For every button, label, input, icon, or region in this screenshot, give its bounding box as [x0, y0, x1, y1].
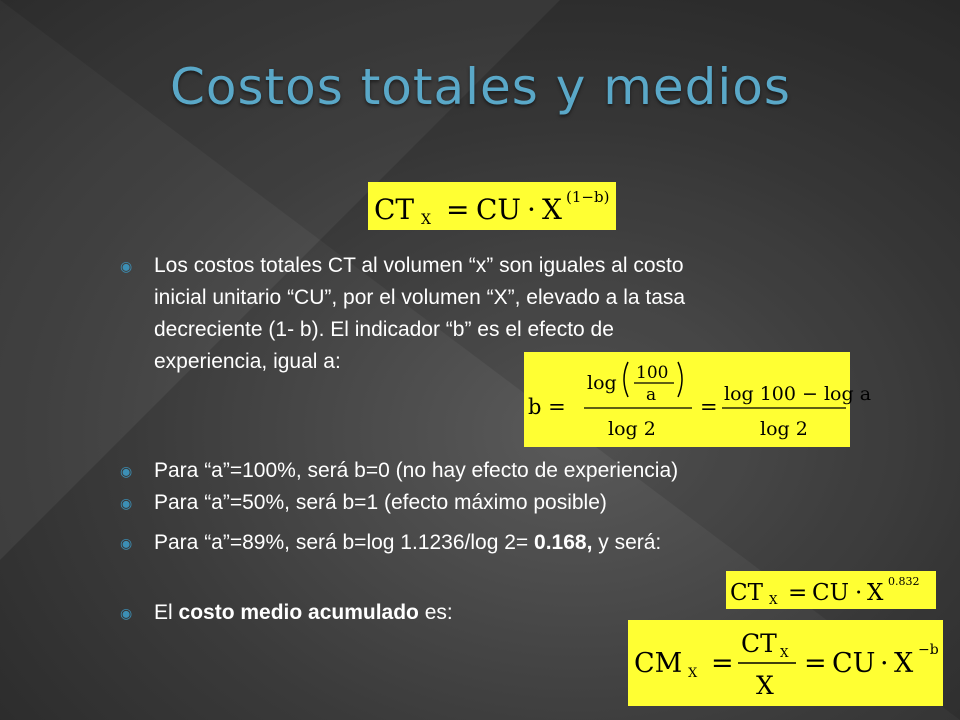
formula-cm-equals-2: = [804, 648, 827, 679]
formula-total-cost [368, 182, 616, 230]
circled-dot-icon: ◉ [120, 495, 133, 511]
formula-cm-num: CT [741, 629, 777, 658]
bullet-a-89-pre: Para “a”=89%, será b=log 1.1236/log 2= [154, 531, 535, 554]
circled-dot-icon: ◉ [120, 605, 133, 621]
bullet-a-89-post: y será: [592, 531, 662, 554]
formula-b-equals-2: = [700, 395, 718, 419]
bullet-a-50-text: Para “a”=50%, será b=1 (efecto máximo posible) [154, 491, 607, 514]
formula-cm-exponent: −b [918, 642, 939, 658]
formula-b-inner-den: a [646, 385, 657, 405]
formula-ct-exponent: (1−b) [566, 188, 610, 206]
formula-cm-lhs-sub: X [688, 666, 698, 681]
bullet-costo-medio-bold: costo medio acumulado [178, 601, 419, 624]
formula-cm-base: X [894, 648, 914, 679]
formula-ct2-dot: · [855, 580, 863, 606]
formula-ct-equals: = [446, 193, 470, 226]
formula-cm-equals: = [711, 648, 734, 679]
formula-b-num-2: log 100 − log a [724, 383, 872, 405]
formula-b-den-2: log 2 [760, 418, 808, 440]
paragraph-line-3: decreciente (1- b). El indicador “b” es el efecto de [154, 318, 614, 341]
formula-cm-den: X [756, 671, 774, 700]
formula-b [524, 352, 872, 447]
formula-b-inner-num: 100 [636, 363, 669, 383]
formula-b-log: log [587, 372, 617, 394]
circled-dot-icon: ◉ [120, 463, 133, 479]
circled-dot-icon: ◉ [120, 535, 133, 551]
formula-ct-lhs-sub: X [421, 212, 431, 228]
paragraph-line-2: inicial unitario “CU”, por el volumen “X”, elevado a la tasa [154, 286, 686, 309]
formula-ct2-base: X [867, 580, 884, 606]
bullet-a-100-text: Para “a”=100%, será b=0 (no hay efecto de experiencia) [154, 459, 679, 482]
formula-total-cost-832 [726, 571, 936, 609]
formula-ct2-exponent: 0.832 [888, 575, 920, 588]
formula-cm-lhs: CM [634, 648, 683, 679]
formula-ct-base: X [542, 193, 562, 226]
formula-ct-lhs: CT [374, 193, 415, 226]
formula-ct2-cu: CU [812, 580, 849, 606]
paragraph-line-1: Los costos totales CT al volumen “x” son iguales al costo [154, 254, 684, 277]
bullet-a-89 [120, 527, 920, 559]
formula-ct-cu: CU [476, 193, 522, 226]
bullet-a-89-bold: 0.168, [534, 531, 593, 554]
slide-title: Costos totales y medios [170, 58, 791, 116]
bullet-a-100 [120, 455, 920, 487]
circled-dot-icon: ◉ [120, 258, 133, 274]
formula-ct2-equals: = [788, 580, 808, 606]
bullet-costo-medio-post: es: [418, 601, 453, 624]
formula-cm-num-sub: X [780, 646, 789, 660]
formula-average-cost [628, 620, 943, 706]
formula-ct-dot: · [527, 193, 536, 226]
formula-cm-dot: · [880, 648, 889, 679]
formula-ct2-lhs: CT [730, 580, 763, 606]
formula-ct2-lhs-sub: X [769, 593, 778, 607]
formula-b-lhs: b = [528, 395, 566, 419]
bullet-costo-medio-pre: El [154, 601, 179, 624]
formula-b-den: log 2 [608, 418, 656, 440]
paragraph-line-4: experiencia, igual a: [154, 350, 341, 373]
formula-cm-cu: CU [832, 648, 876, 679]
bullet-a-50 [120, 487, 920, 519]
